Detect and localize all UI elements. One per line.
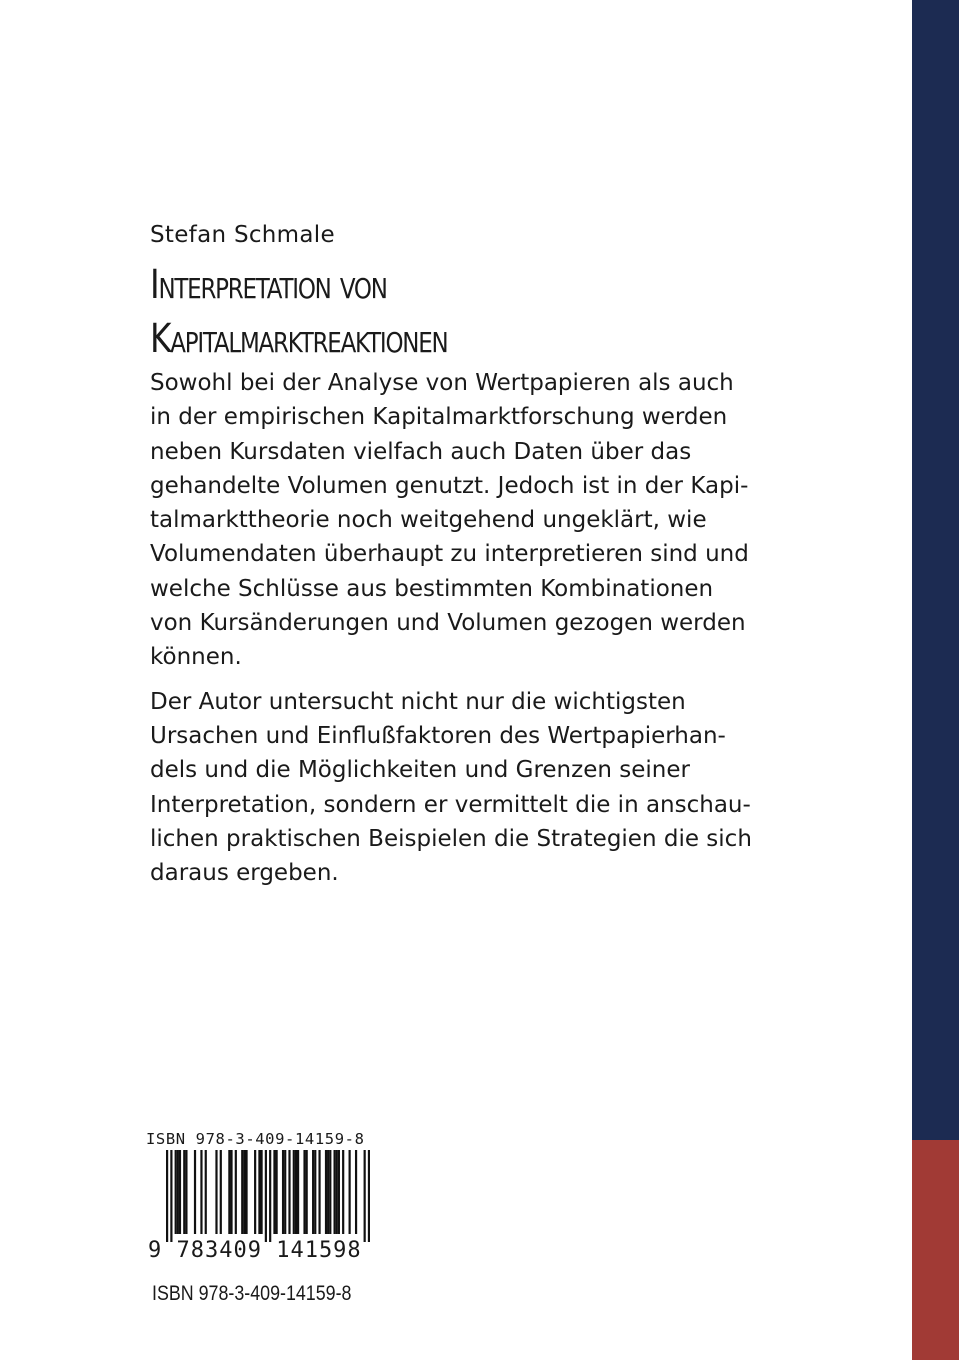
barcode-bar <box>288 1150 290 1234</box>
blurb-paragraph-1 <box>150 366 910 675</box>
barcode-bar <box>297 1150 299 1234</box>
blurb-line: welche Schlüsse aus bestimmten Kombinationen <box>150 575 714 602</box>
isbn-footer: ISBN 978-3-409-14159-8 <box>152 1282 352 1305</box>
book-title-line-1: Interpretation von <box>150 262 387 308</box>
barcode-bar <box>318 1150 320 1234</box>
barcode-bar <box>312 1150 314 1234</box>
barcode-bar <box>265 1150 267 1242</box>
blurb-line: Sowohl bei der Analyse von Wertpapieren als auch <box>150 370 734 396</box>
barcode-bar <box>295 1150 297 1234</box>
barcode-bar <box>177 1150 179 1234</box>
barcode-bar <box>293 1150 295 1234</box>
barcode-bar <box>336 1150 338 1234</box>
barcode-bar <box>364 1150 366 1242</box>
barcode-bar <box>342 1150 344 1234</box>
blurb-line: neben Kursdaten vielfach auch Daten über das <box>150 438 692 465</box>
barcode-bar <box>235 1150 237 1234</box>
barcode-bar <box>254 1150 256 1234</box>
blurb-text <box>150 366 910 890</box>
barcode-bar <box>185 1150 187 1234</box>
blurb-line: Volumendaten überhaupt zu interpretieren sind und <box>150 541 749 568</box>
barcode-bar <box>276 1150 278 1234</box>
barcode-bar <box>355 1150 357 1234</box>
barcode-bar <box>230 1150 232 1234</box>
barcode-bar <box>338 1150 340 1234</box>
barcode-bar <box>333 1150 335 1234</box>
spine-color-bar <box>912 0 959 1360</box>
barcode-bar <box>245 1150 247 1234</box>
barcode-bar <box>314 1150 316 1234</box>
blurb-line: daraus ergeben. <box>150 860 339 887</box>
barcode-bar <box>269 1150 271 1242</box>
barcode-bar <box>175 1150 177 1234</box>
barcode-bar <box>327 1150 329 1234</box>
blurb-line: Ursachen und Einflußfaktoren des Wertpapierhan- <box>150 722 726 749</box>
barcode-bar <box>303 1150 305 1234</box>
barcode-bar <box>243 1150 245 1234</box>
barcode-bar <box>349 1150 351 1234</box>
barcode-bar <box>200 1150 202 1234</box>
blurb-paragraph-2 <box>150 685 910 891</box>
author-name: Stefan Schmale <box>150 222 335 248</box>
blurb-line: können. <box>150 644 242 671</box>
barcode-bar <box>329 1150 331 1234</box>
book-title-line-2: Kapitalmarktreaktionen <box>150 316 448 362</box>
blurb-line: von Kursänderungen und Volumen gezogen werden <box>150 610 746 637</box>
spine-red-band <box>912 1140 959 1360</box>
blurb-line: lichen praktischen Beispielen die Strategien die sich <box>150 825 752 852</box>
barcode-bar <box>179 1150 181 1234</box>
barcode-isbn-label: ISBN 978-3-409-14159-8 <box>146 1130 365 1148</box>
barcode-bar <box>258 1150 260 1234</box>
barcode-bar <box>284 1150 286 1234</box>
barcode-digits: 9 783409 141598 <box>148 1238 362 1263</box>
barcode-bar <box>241 1150 243 1234</box>
barcode-bar <box>220 1150 222 1234</box>
book-title <box>150 258 447 366</box>
barcode-bar <box>260 1150 262 1234</box>
barcode-bar <box>368 1150 370 1242</box>
blurb-line: in der empirischen Kapitalmarktforschung werden <box>150 404 728 431</box>
blurb-line: dels und die Möglichkeiten und Grenzen seiner <box>150 757 690 784</box>
blurb-line: Der Autor untersucht nicht nur die wichtigsten <box>150 688 686 715</box>
barcode-bar <box>228 1150 230 1234</box>
barcode-bar <box>273 1150 275 1234</box>
barcode-bar <box>166 1150 168 1242</box>
barcode-bar <box>215 1150 217 1234</box>
blurb-line: Interpretation, sondern er vermittelt die in anschau- <box>150 791 751 818</box>
barcode-bar <box>183 1150 185 1234</box>
barcode-bar <box>205 1150 207 1234</box>
barcode-bar <box>194 1150 196 1234</box>
barcode <box>166 1150 370 1242</box>
blurb-line: gehandelte Volumen genutzt. Jedoch ist in der Kapi- <box>150 472 749 499</box>
barcode-bar <box>170 1150 172 1242</box>
barcode-bar <box>306 1150 308 1234</box>
barcode-bar <box>282 1150 284 1234</box>
barcode-bar <box>325 1150 327 1234</box>
spine-blue-band <box>912 0 959 1140</box>
blurb-line: talmarkttheorie noch weitgehend ungeklärt, wie <box>150 507 707 534</box>
